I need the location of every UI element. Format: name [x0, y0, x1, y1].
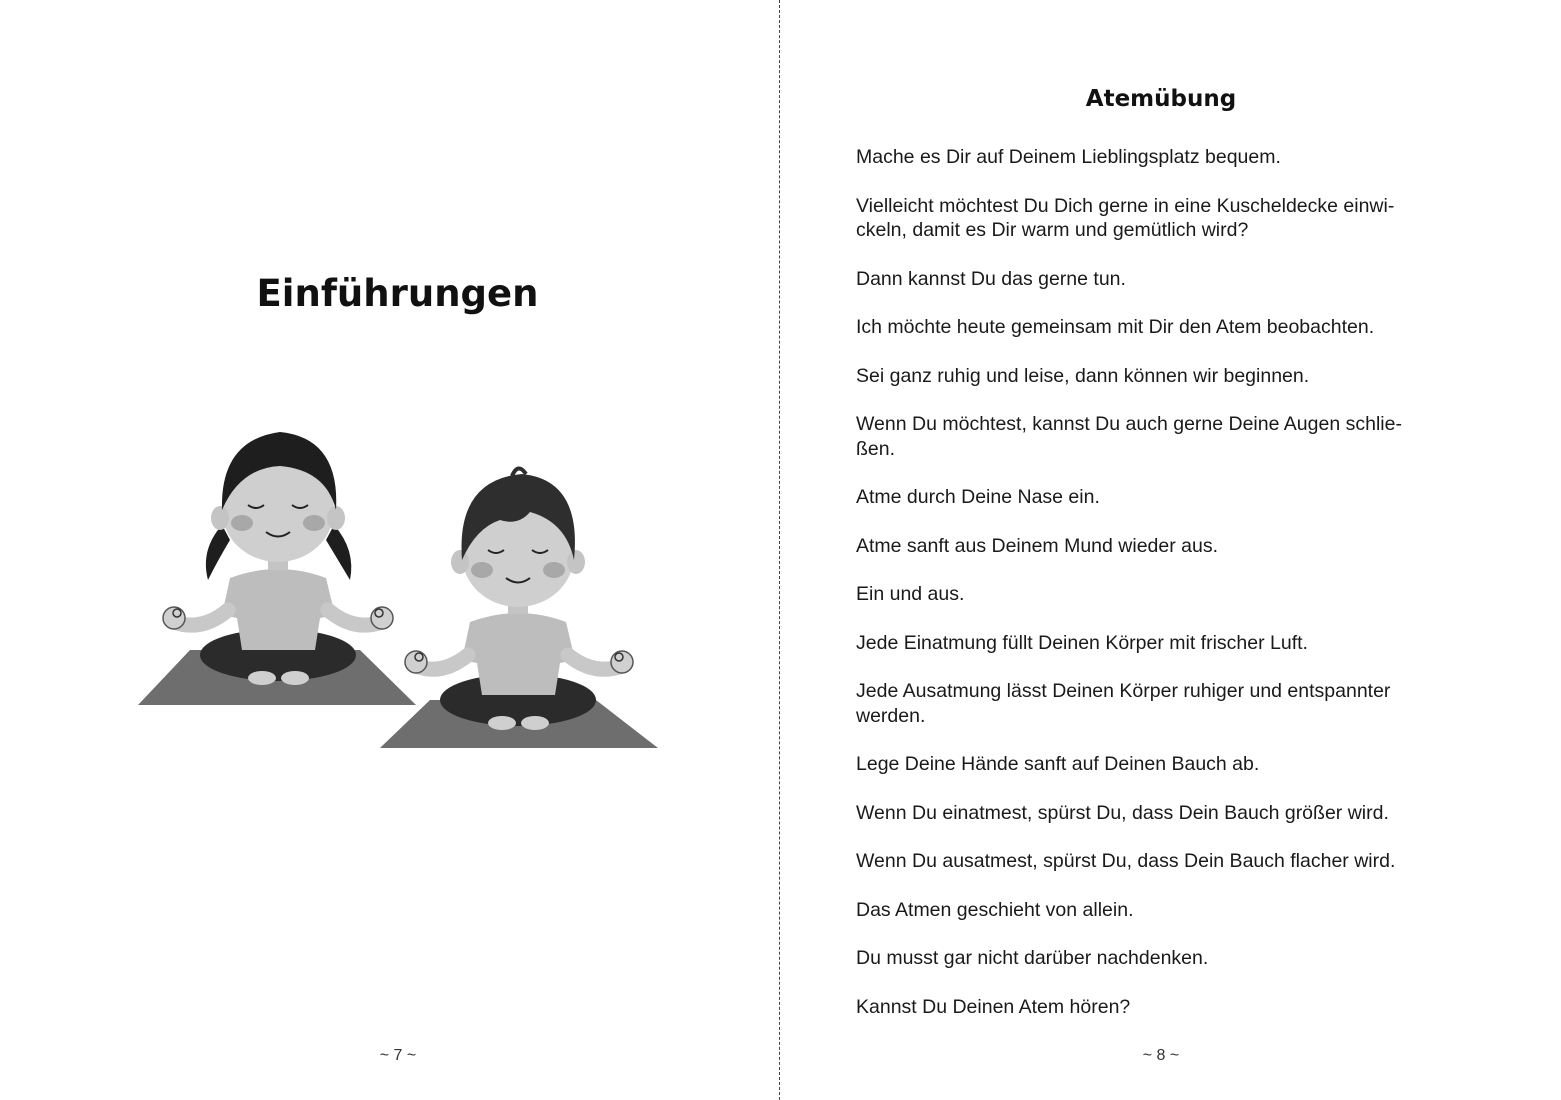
page-number: ~ 8 ~ [1142, 1047, 1180, 1064]
paragraph: Ich möchte heute gemeinsam mit Dir den Atem beobachten. [856, 316, 1375, 338]
paragraph: Dann kannst Du das gerne tun. [856, 267, 1126, 290]
paragraph: Wenn Du einatmest, spürst Du, dass Dein Bauch größer wird. [856, 801, 1389, 824]
paragraph: Du musst gar nicht darüber nachdenken. [856, 947, 1209, 969]
paragraph: Das Atmen geschieht von allein. [856, 898, 1134, 921]
paragraph: Vielleicht möchtest Du Dich gerne in eine Kuscheldecke einwi- ckeln, damit es Dir warm und gemütlich wird? [856, 194, 1395, 241]
paragraph: Ein und aus. [856, 583, 965, 605]
paragraph: Kannst Du Deinen Atem hören? [856, 995, 1131, 1018]
paragraph: Jede Ausatmung lässt Deinen Körper ruhiger und entspannter werden. [856, 680, 1391, 727]
paragraph: Jede Einatmung füllt Deinen Körper mit frischer Luft. [856, 631, 1308, 654]
paragraph: Lege Deine Hände sanft auf Deinen Bauch ab. [856, 753, 1260, 775]
body-text [856, 145, 1468, 1043]
page-number: ~ 7 ~ [379, 1047, 417, 1064]
paragraph: Atme durch Deine Nase ein. [856, 486, 1100, 508]
paragraph: Atme sanft aus Deinem Mund wieder aus. [856, 534, 1219, 557]
meditating-children-illustration [130, 410, 670, 760]
paragraph: Mache es Dir auf Deinem Lieblingsplatz bequem. [856, 146, 1281, 168]
boy-figure [380, 468, 658, 748]
right-page [781, 0, 1561, 1100]
paragraph: Wenn Du möchtest, kannst Du auch gerne Deine Augen schlie- ßen. [856, 413, 1402, 460]
paragraph: Wenn Du ausatmest, spürst Du, dass Dein Bauch flacher wird. [856, 850, 1396, 872]
page-divider [779, 0, 780, 1100]
left-page [0, 0, 780, 1100]
section-title: Atemübung [1085, 86, 1237, 112]
page-title: Einführungen [256, 272, 539, 315]
paragraph: Sei ganz ruhig und leise, dann können wir beginnen. [856, 364, 1310, 387]
girl-figure [138, 432, 416, 705]
